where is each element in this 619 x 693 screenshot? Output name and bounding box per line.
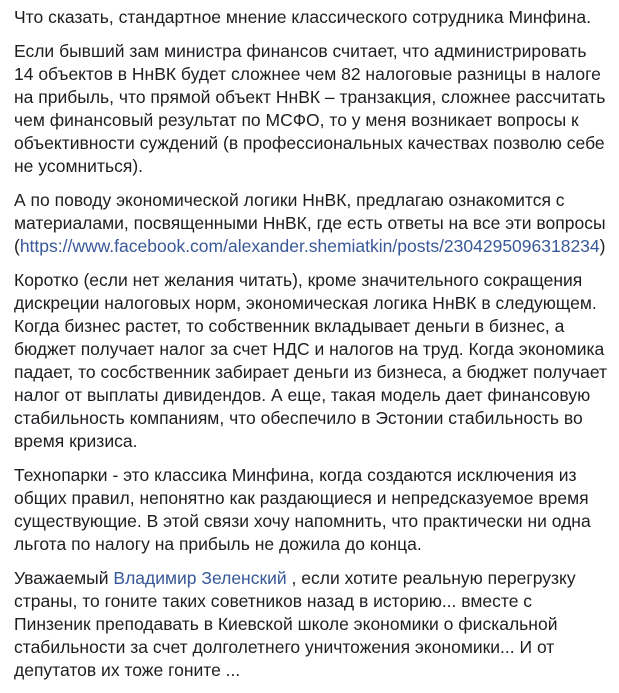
text-line: льгота по налогу на прибыль не дожила до конца. <box>14 534 422 554</box>
text-line: материалами, посвященными НнВК, где есть ответы на все эти вопросы <box>14 213 606 233</box>
text-line: А по поводу экономической логики НнВК, предлагаю ознакомится с <box>14 190 565 210</box>
text-line: Если бывший зам министра финансов считает, что администрировать <box>14 41 587 61</box>
link-paren-open: ( <box>14 236 20 256</box>
post-body <box>14 0 614 693</box>
paragraph-5 <box>14 464 614 556</box>
text-line: чем финансовый результат по МСФО, то у меня возникает вопросы к <box>14 110 579 130</box>
text-line: Коротко (если нет желания читать), кроме значительного сокращения <box>14 270 583 290</box>
text-line: депутатов их тоже гоните ... <box>14 660 241 680</box>
text-line: стабильность компаниям, что обеспечило в Эстонии стабильность во <box>14 408 583 428</box>
link-paren-close: ) <box>599 236 606 256</box>
text-line: налог от выплаты дивидендов. А еще, такая модель дает финансовую <box>14 385 591 405</box>
text-line: Пинзеник преподавать в Киевской школе экономики о фискальной <box>14 614 558 634</box>
paragraph-1 <box>14 0 614 29</box>
text-line: Технопарки - это классика Минфина, когда создаются исключения из <box>14 465 577 485</box>
text-line: Когда бизнес растет, то собственник вкладывает деньги в бизнес, а <box>14 316 565 336</box>
mention-prefix: Уважаемый <box>14 568 114 588</box>
paragraph-3 <box>14 189 614 258</box>
text-line: падает, то сосбственник забирает деньги из бизнеса, а бюджет получает <box>14 362 607 382</box>
post-link[interactable]: https://www.facebook.com/alexander.shemiatkin/posts/2304295096318234 <box>19 236 600 256</box>
text-line: общих правил, непонятно как раздающиеся и непредсказуемое время <box>14 488 589 508</box>
link-line <box>14 235 614 258</box>
text-line: на прибыль, что прямой объект НнВК – транзакция, сложнее рассчитать <box>14 87 606 107</box>
text-line: дискреции налоговых норм, экономическая логика НнВК в следующем. <box>14 293 597 313</box>
mention-line <box>14 567 614 590</box>
paragraph-4 <box>14 269 614 453</box>
text-line: страны, то гоните таких советников назад в историю... вместе с <box>14 591 533 611</box>
text-line: 14 объектов в НнВК будет сложнее чем 82 налоговые разницы в налоге <box>14 64 601 84</box>
text-line: существующие. В этой связи хочу напомнить, что практически ни одна <box>14 511 591 531</box>
mention-suffix: , если хотите реальную перегрузку <box>286 568 576 588</box>
text-line: объективности суждений (в профессиональных качествах позволю себе <box>14 133 605 153</box>
user-mention-link[interactable]: Владимир Зеленский <box>113 568 287 588</box>
paragraph-2 <box>14 40 614 178</box>
paragraph-6 <box>14 567 614 682</box>
text-line: стабильности за счет долголетнего уничтожения экономики... И от <box>14 637 555 657</box>
text-line: время кризиса. <box>14 431 138 451</box>
text-line: бюджет получает налог за счет НДС и налогов на труд. Когда экономика <box>14 339 605 359</box>
text-line: Что сказать, стандартное мнение классического сотрудника Минфина. <box>14 7 591 27</box>
text-line: не усомниться). <box>14 156 144 176</box>
